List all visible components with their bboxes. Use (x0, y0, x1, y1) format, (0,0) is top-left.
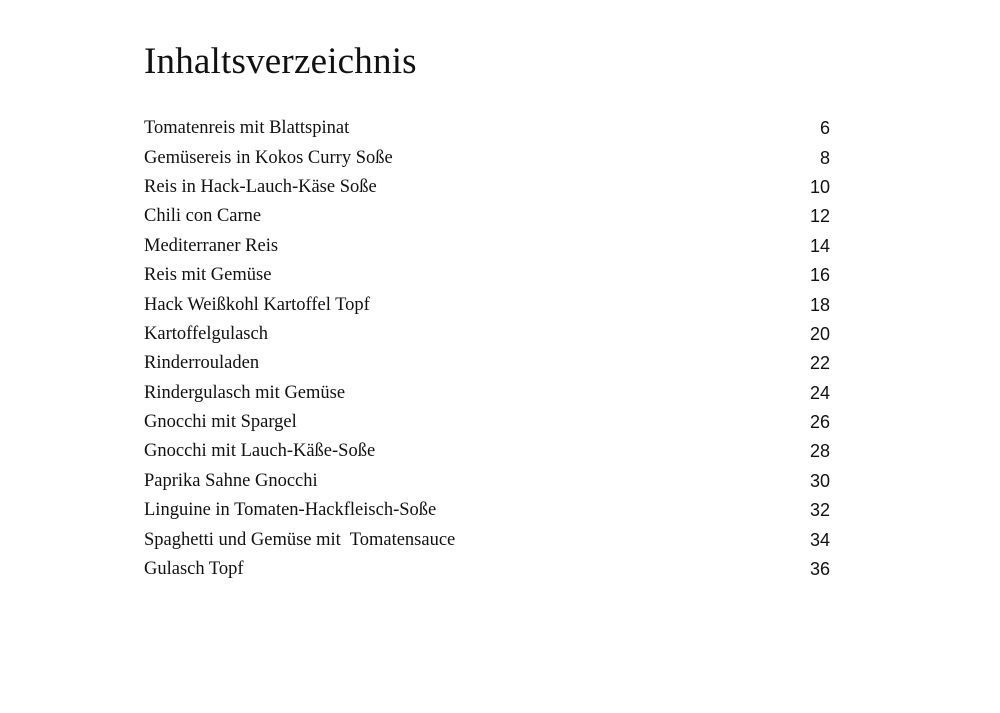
toc-entry (144, 114, 830, 143)
toc-entry (144, 173, 830, 202)
toc-entry-title: Chili con Carne (144, 206, 262, 227)
toc-entry-title: Hack Weißkohl Kartoffel Topf (144, 294, 370, 315)
toc-entry-title: Paprika Sahne Gnocchi (144, 470, 318, 491)
toc-entry (144, 143, 830, 172)
toc-entry (144, 320, 830, 349)
toc-entry (144, 408, 830, 437)
toc-entry (144, 555, 830, 584)
toc-entry-title: Rinderrouladen (144, 353, 260, 374)
toc-entry (144, 290, 830, 319)
toc-entry-page-number: 10 (809, 176, 830, 197)
toc-entry-title: Rindergulasch mit Gemüse (144, 382, 346, 403)
table-of-contents (144, 114, 830, 584)
toc-entry-page-number: 20 (809, 323, 830, 344)
toc-entry (144, 349, 830, 378)
toc-entry-title: Spaghetti und Gemüse mit Tomatensauce (144, 529, 456, 550)
toc-entry-page-number: 24 (809, 382, 830, 403)
toc-entry (144, 467, 830, 496)
toc-entry (144, 261, 830, 290)
toc-entry-page-number: 14 (809, 235, 830, 256)
toc-entry (144, 525, 830, 554)
toc-entry-title: Reis mit Gemüse (144, 265, 272, 286)
toc-entry-title: Gnocchi mit Lauch-Käße-Soße (144, 441, 376, 462)
toc-entry (144, 202, 830, 231)
toc-entry-title: Tomatenreis mit Blattspinat (144, 118, 350, 139)
toc-entry (144, 496, 830, 525)
toc-entry-page-number: 36 (809, 559, 830, 580)
toc-entry-title: Gemüsereis in Kokos Curry Soße (144, 147, 393, 168)
toc-entry-page-number: 22 (809, 353, 830, 374)
toc-entry-page-number: 30 (809, 470, 830, 491)
toc-entry-page-number: 8 (819, 147, 830, 168)
toc-entry-title: Mediterraner Reis (144, 235, 279, 256)
toc-entry-page-number: 18 (809, 294, 830, 315)
toc-entry (144, 232, 830, 261)
page-title: Inhaltsverzeichnis (144, 41, 417, 82)
toc-entry-title: Gnocchi mit Spargel (144, 412, 297, 433)
toc-entry (144, 379, 830, 408)
toc-entry-page-number: 32 (809, 500, 830, 521)
toc-entry-page-number: 28 (809, 441, 830, 462)
toc-entry (144, 437, 830, 466)
toc-entry-title: Gulasch Topf (144, 559, 244, 580)
toc-entry-page-number: 26 (809, 412, 830, 433)
toc-entry-page-number: 16 (809, 265, 830, 286)
toc-entry-title: Kartoffelgulasch (144, 323, 268, 344)
toc-entry-page-number: 12 (809, 206, 830, 227)
toc-entry-title: Linguine in Tomaten-Hackfleisch-Soße (144, 500, 437, 521)
toc-entry-page-number: 34 (809, 529, 830, 550)
toc-entry-page-number: 6 (819, 118, 830, 139)
toc-entry-title: Reis in Hack-Lauch-Käse Soße (144, 176, 377, 197)
